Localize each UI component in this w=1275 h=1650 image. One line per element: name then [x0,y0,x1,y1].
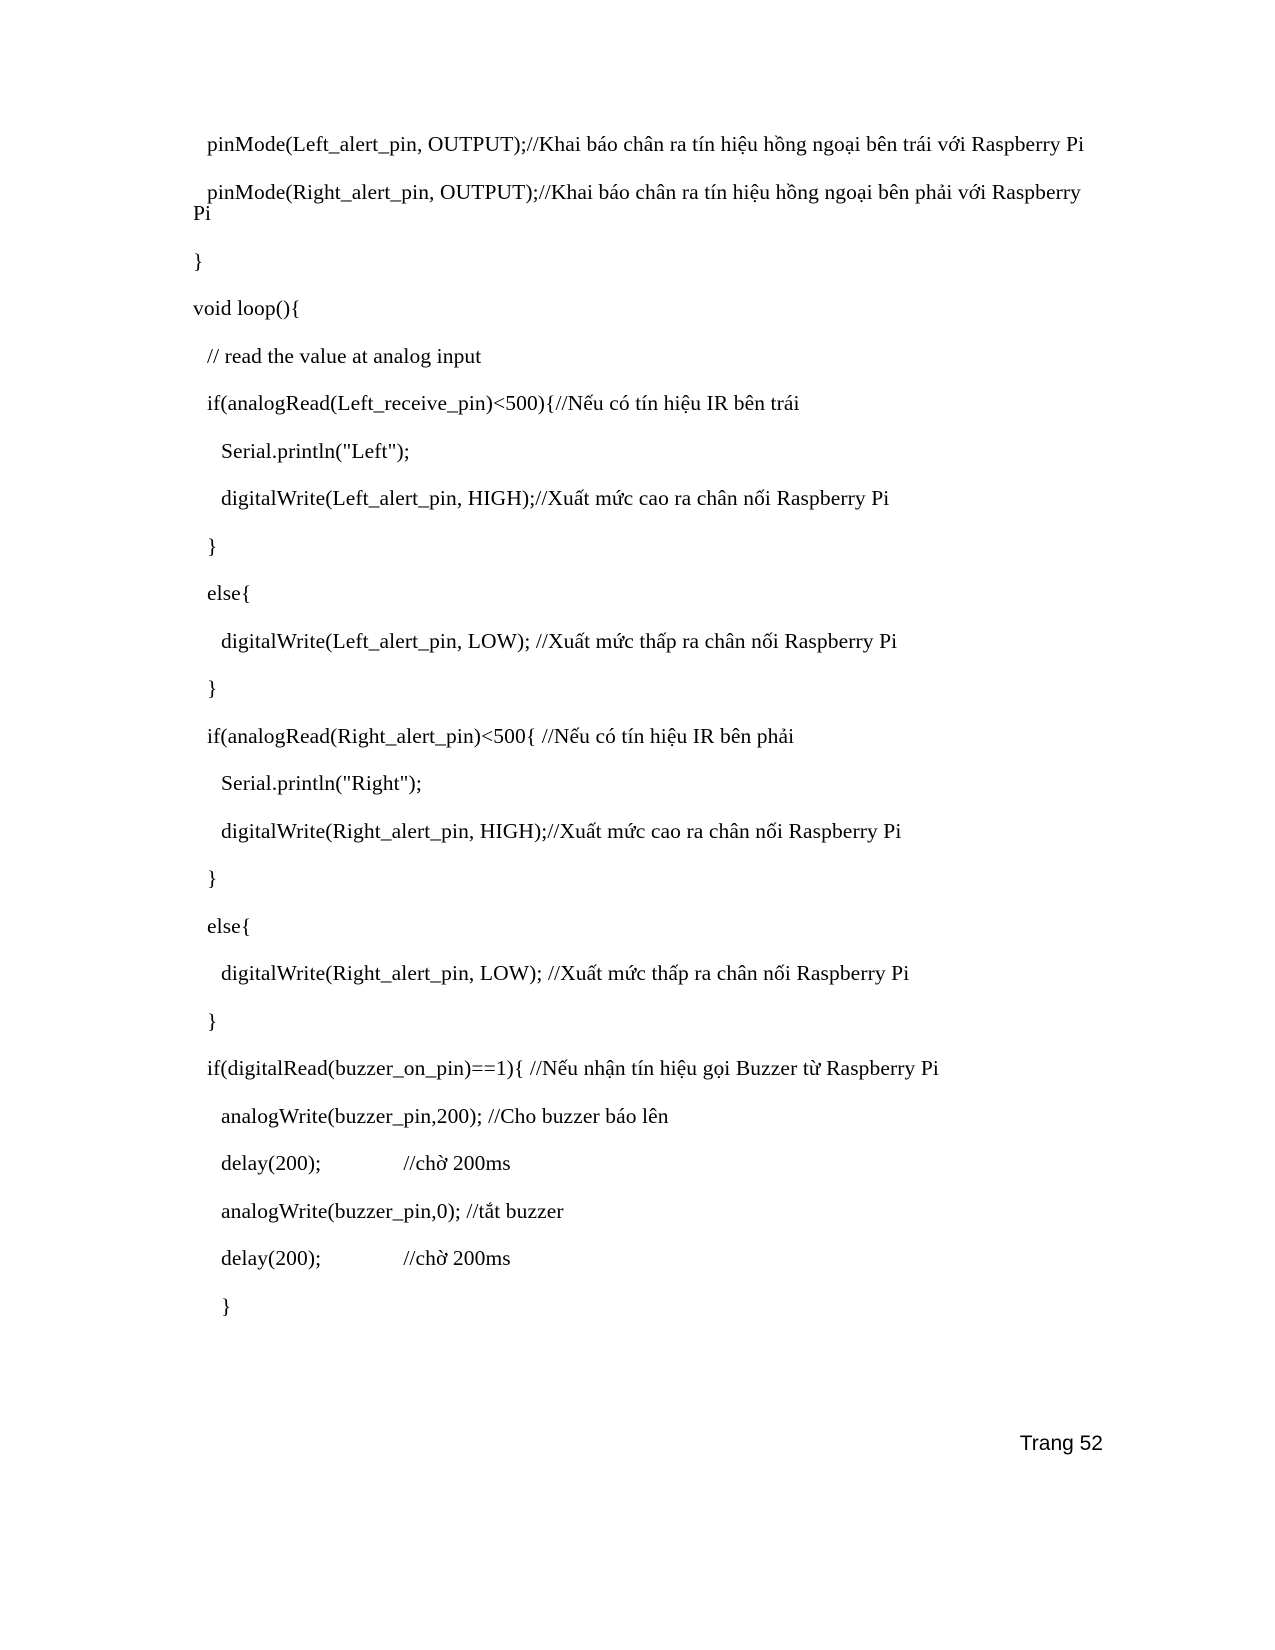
document-line: analogWrite(buzzer_pin,0); //tắt buzzer [221,1198,564,1223]
document-line: } [207,866,218,890]
document-line: digitalWrite(Right_alert_pin, HIGH);//Xuất mức cao ra chân nối Raspberry Pi [221,818,902,843]
document-line: Serial.println("Right"); [221,771,422,795]
page-footer: Trang 52 [1019,1432,1103,1455]
document-line: delay(200); //chờ 200ms [221,1246,511,1270]
document-line: if(analogRead(Left_receive_pin)<500){//Nếu có tín hiệu IR bên trái [207,391,800,415]
document-line: } [207,676,218,700]
document-body [193,134,1103,1343]
document-line: pinMode(Left_alert_pin, OUTPUT);//Khai báo chân ra tín hiệu hồng ngoại bên trái với Raspberry Pi [207,132,1085,156]
document-line: } [221,1293,232,1318]
document-line: analogWrite(buzzer_pin,200); //Cho buzzer báo lên [221,1103,669,1128]
document-line: void loop(){ [193,296,301,320]
document-line: else{ [207,913,252,938]
document-line: } [207,533,218,558]
document-line: pinMode(Right_alert_pin, OUTPUT);//Khai báo chân ra tín hiệu hồng ngoại bên phải với Raspberry Pi [193,179,1087,225]
document-line: // read the value at analog input [207,343,482,368]
document-line: } [193,248,204,273]
document-line: else{ [207,581,252,605]
document-line: digitalWrite(Right_alert_pin, LOW); //Xuất mức thấp ra chân nối Raspberry Pi [221,961,910,985]
document-line: digitalWrite(Left_alert_pin, HIGH);//Xuất mức cao ra chân nối Raspberry Pi [221,486,890,510]
document-line: delay(200); //chờ 200ms [221,1151,511,1175]
document-line: if(analogRead(Right_alert_pin)<500{ //Nếu có tín hiệu IR bên phải [207,723,795,748]
document-line: digitalWrite(Left_alert_pin, LOW); //Xuất mức thấp ra chân nối Raspberry Pi [221,628,898,653]
document-line: if(digitalRead(buzzer_on_pin)==1){ //Nếu nhận tín hiệu gọi Buzzer từ Raspberry Pi [207,1056,939,1080]
document-line: } [207,1008,218,1033]
document-line: Serial.println("Left"); [221,438,410,463]
